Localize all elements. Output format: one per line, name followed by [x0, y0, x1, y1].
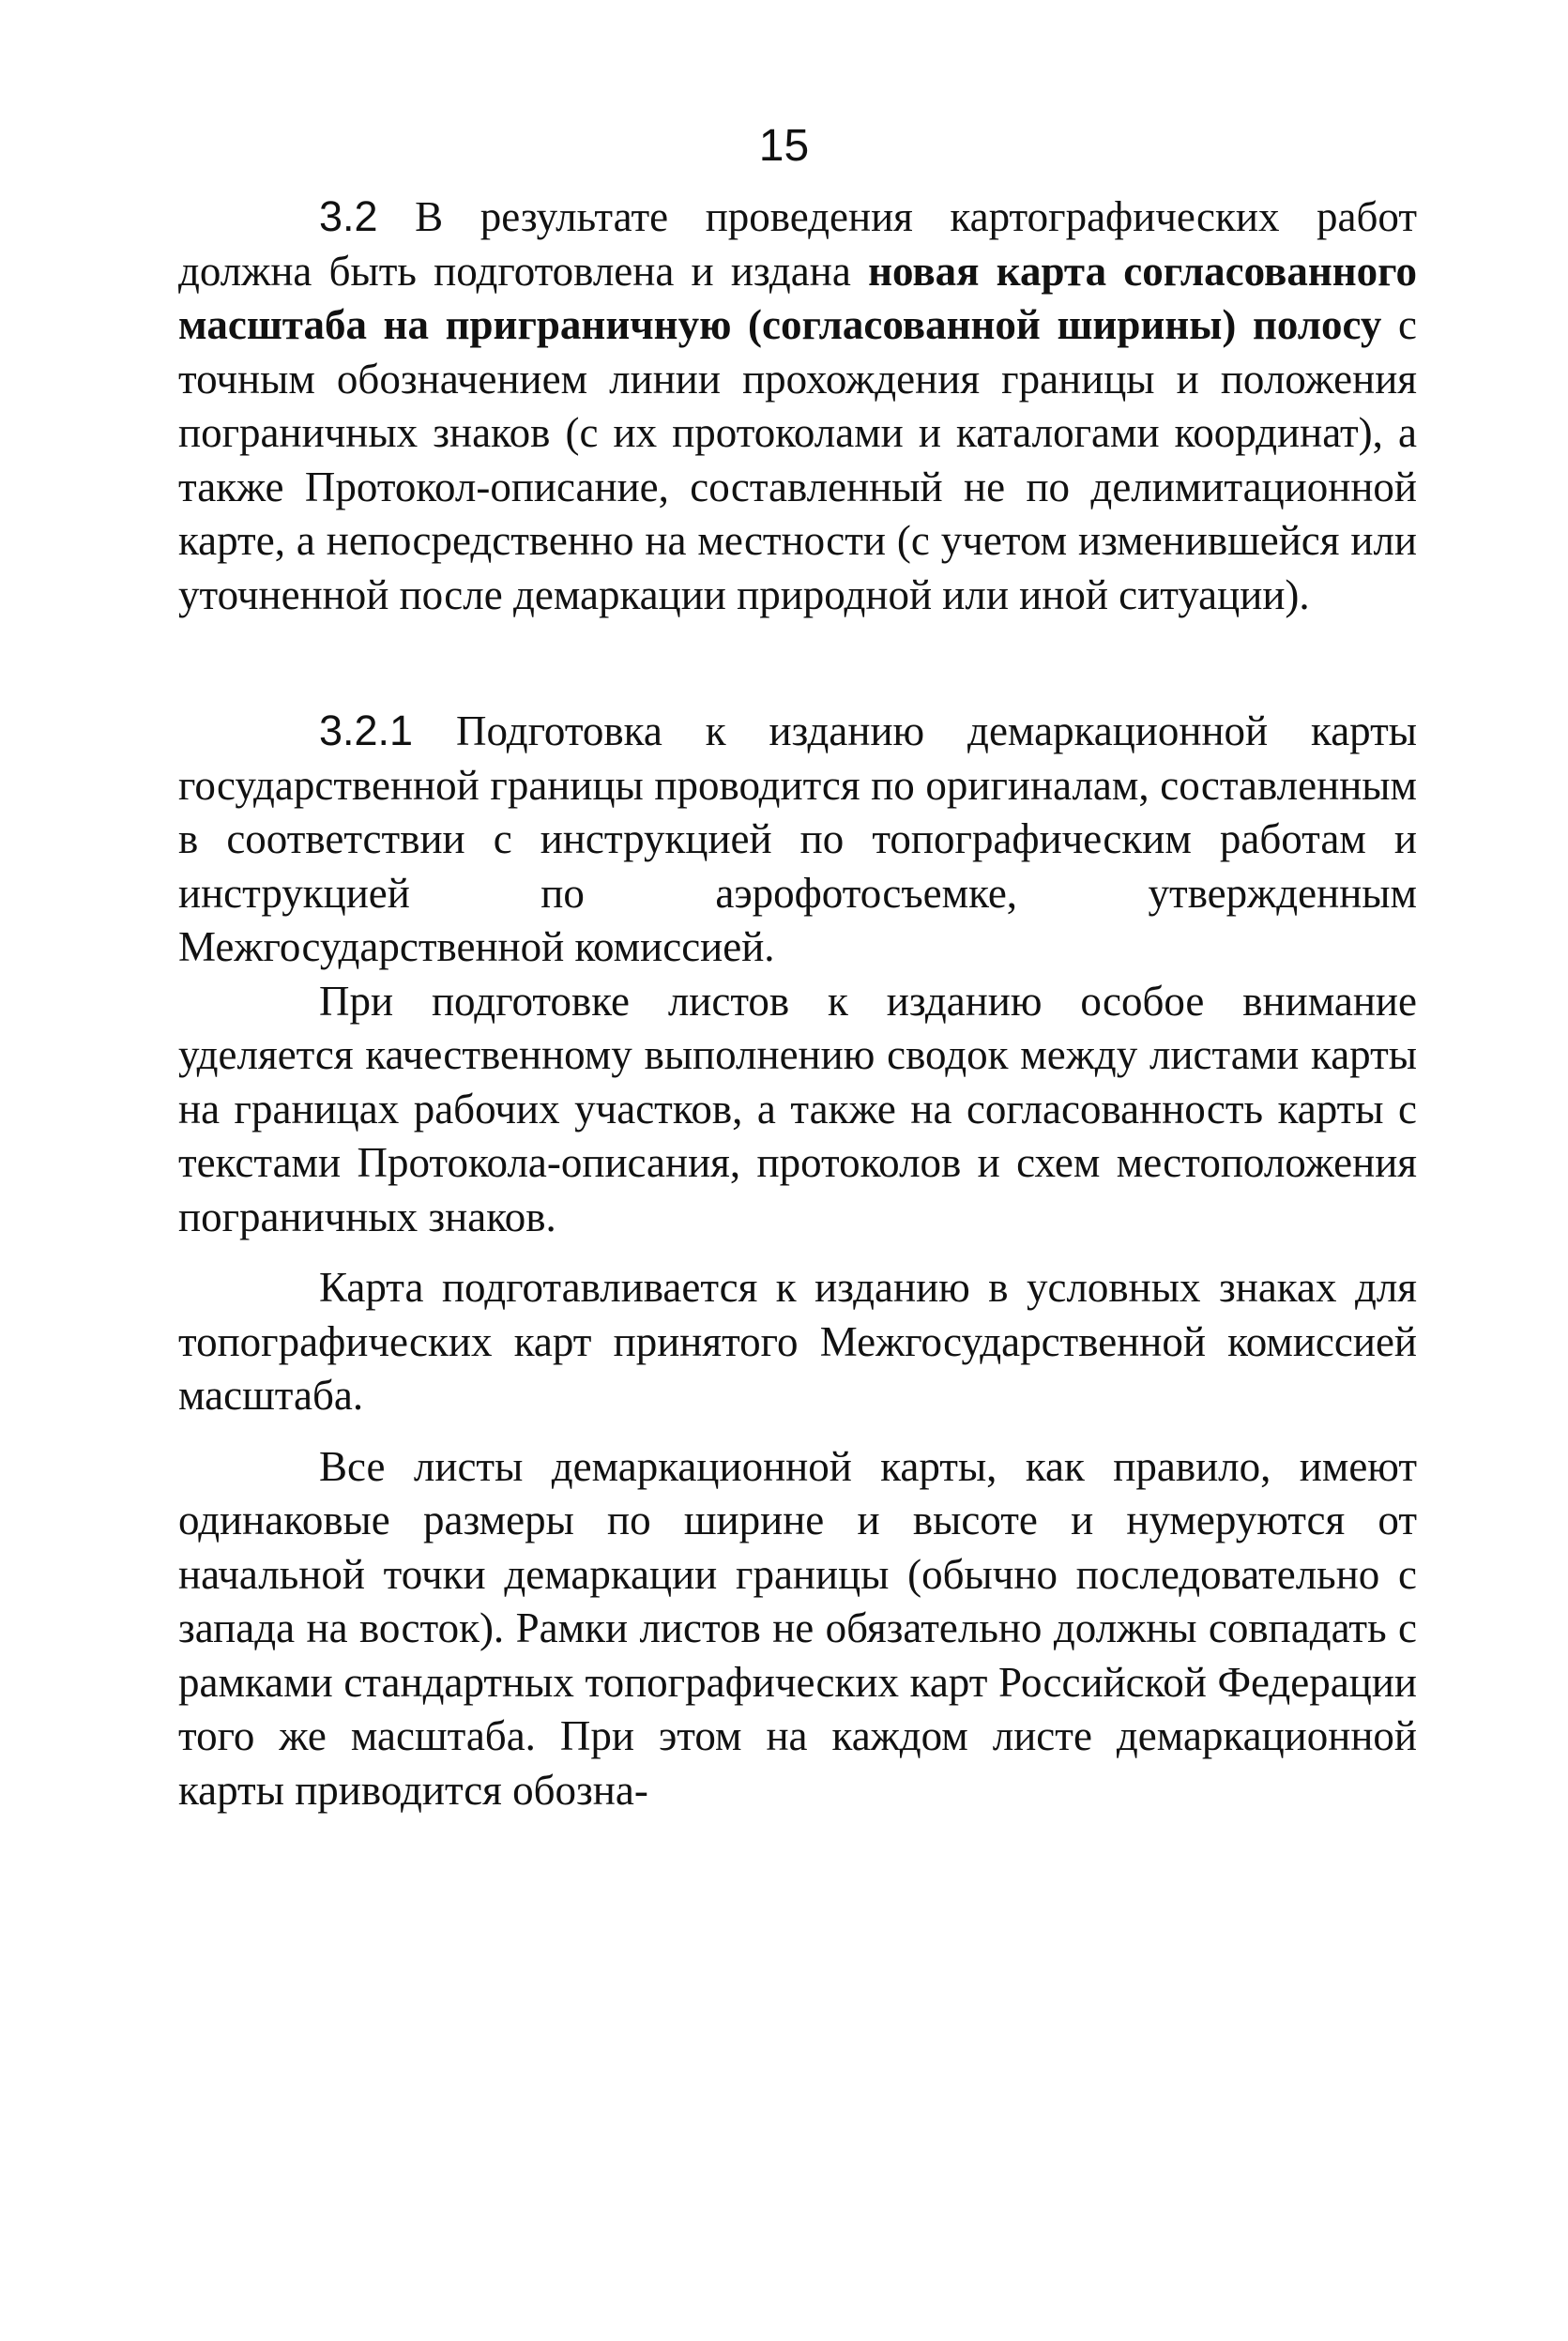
body-paragraph: Карта подготавливается к изданию в условных знаках для топографических карт принятого Межгосударственной комиссией масштаба. — [178, 1264, 1417, 1419]
page-number: 15 — [758, 121, 810, 171]
section-3-2-paragraph — [178, 190, 1417, 622]
section-3-2-1-paragraph — [178, 704, 1417, 975]
body-paragraph: При подготовке листов к изданию особое внимание уделяется качественному выполнению сводок между листами карты на границах рабочих участков, а также на согласованность карты с текстами Протокола-описания, протоколов и схем местоположения пограничных знаков. — [178, 977, 1417, 1240]
section-3-2-block — [178, 190, 1417, 622]
paragraph-text: В результате проведения картографических работ должна быть подготовлена и издана — [178, 193, 1417, 295]
section-number: 3.2 — [319, 192, 378, 240]
body-paragraph: Все листы демаркационной карты, как правило, имеют одинаковые размеры по ширине и высоте и нумеруются от начальной точки демаркации границы (обычно последовательно с запада на восток). Рамки листов не обязательно должны совпадать с рамками стандартных топографических карт Российской Федерации того же масштаба. При этом на каждом листе демаркационной карты приводится обозна- — [178, 1442, 1417, 1814]
paragraph-text: Подготовка к изданию демаркационной карты государственной границы проводится по оригиналам, составленным в соответствии с инструкцией по топографическим работам и инструкцией по аэрофотосъемке, утвержденным Межгосударственной комиссией. — [178, 707, 1417, 970]
section-number: 3.2.1 — [319, 707, 414, 754]
bold-emphasis-text: новая карта согласованного масштаба на приграничную (согласованной ширины) полосу — [178, 247, 1417, 348]
paragraph-text: с точным обозначением линии прохождения границы и положения пограничных знаков (с их протоколами и каталогами координат), а также Протокол-описание, составленный не по делимитационной карте, а непосредственно на местности (с учетом изменившейся или уточненной после демаркации природной или иной ситуации). — [178, 301, 1417, 618]
section-3-2-1-block — [178, 704, 1417, 1817]
